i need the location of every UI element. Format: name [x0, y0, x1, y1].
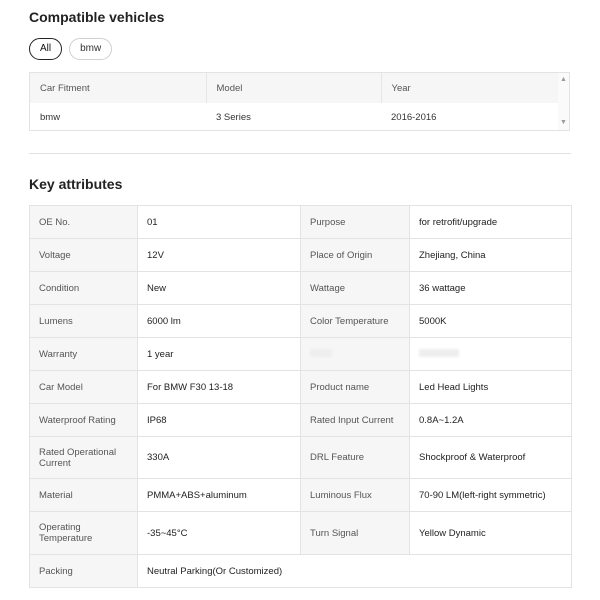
attribute-value: Zhejiang, China — [410, 239, 572, 272]
attribute-key: DRL Feature — [301, 437, 410, 479]
obscured-attribute-value — [410, 338, 572, 371]
attribute-key: Purpose — [301, 206, 410, 239]
attribute-value: PMMA+ABS+aluminum — [138, 479, 301, 512]
attribute-value: 330A — [138, 437, 301, 479]
blurred-text — [419, 349, 459, 357]
table-row — [30, 512, 572, 555]
attribute-key: Operating Temperature — [30, 512, 138, 555]
attribute-value: 01 — [138, 206, 301, 239]
attribute-value: -35~45°C — [138, 512, 301, 555]
attribute-value: Shockproof & Waterproof — [410, 437, 572, 479]
vehicle-filter-chips — [29, 38, 112, 60]
table-row — [30, 479, 572, 512]
column-header-year: Year — [381, 73, 560, 103]
attribute-key: Packing — [30, 555, 138, 588]
attribute-key: Lumens — [30, 305, 138, 338]
obscured-attribute-key — [301, 338, 410, 371]
attribute-key: Rated Input Current — [301, 404, 410, 437]
attribute-value: 70-90 LM(left-right symmetric) — [410, 479, 572, 512]
scroll-down-arrow-icon[interactable]: ▼ — [560, 119, 567, 126]
attribute-value: for retrofit/upgrade — [410, 206, 572, 239]
attribute-key: Car Model — [30, 371, 138, 404]
attribute-value: 6000 lm — [138, 305, 301, 338]
attribute-value: 36 wattage — [410, 272, 572, 305]
blurred-text — [310, 349, 332, 357]
key-attributes-title: Key attributes — [29, 176, 123, 192]
attribute-key: Condition — [30, 272, 138, 305]
chip-bmw[interactable]: bmw — [69, 38, 112, 60]
attribute-key: Warranty — [30, 338, 138, 371]
attribute-value: 5000K — [410, 305, 572, 338]
key-attributes-table — [29, 205, 572, 588]
attribute-key: Turn Signal — [301, 512, 410, 555]
table-row — [30, 206, 572, 239]
attribute-value: For BMW F30 13-18 — [138, 371, 301, 404]
table-row — [30, 338, 572, 371]
compatible-vehicles-title: Compatible vehicles — [29, 9, 165, 25]
column-header-model: Model — [206, 73, 381, 103]
attribute-value: IP68 — [138, 404, 301, 437]
attribute-key: Material — [30, 479, 138, 512]
table-row — [30, 272, 572, 305]
attribute-value: 1 year — [138, 338, 301, 371]
year-cell: 2016-2016 — [391, 111, 437, 123]
attribute-key: Voltage — [30, 239, 138, 272]
car-fitment-cell: bmw — [40, 111, 61, 123]
table-row — [30, 404, 572, 437]
model-cell: 3 Series — [216, 111, 251, 123]
attribute-key: Waterproof Rating — [30, 404, 138, 437]
table-row — [30, 555, 572, 588]
compatible-vehicles-table — [30, 73, 560, 131]
table-row — [30, 437, 572, 479]
attribute-key: Wattage — [301, 272, 410, 305]
table-row — [30, 103, 560, 131]
table-header-row — [30, 73, 560, 103]
attribute-key: Place of Origin — [301, 239, 410, 272]
attribute-value: Neutral Parking(Or Customized) — [138, 555, 572, 588]
attribute-value: Yellow Dynamic — [410, 512, 572, 555]
column-header-car-fitment: Car Fitment — [30, 73, 206, 103]
chip-all[interactable]: All — [29, 38, 62, 60]
attribute-value: 12V — [138, 239, 301, 272]
attribute-key: Product name — [301, 371, 410, 404]
attribute-key: Color Temperature — [301, 305, 410, 338]
table-row — [30, 239, 572, 272]
table-row — [30, 371, 572, 404]
table-row — [30, 305, 572, 338]
vertical-scrollbar[interactable] — [558, 73, 569, 130]
section-divider — [29, 153, 571, 154]
attribute-key: OE No. — [30, 206, 138, 239]
compatible-vehicles-table-container[interactable] — [29, 72, 570, 131]
attribute-key: Rated Operational Current — [30, 437, 138, 479]
attribute-value: New — [138, 272, 301, 305]
scroll-up-arrow-icon[interactable]: ▲ — [560, 76, 567, 83]
attribute-key: Luminous Flux — [301, 479, 410, 512]
attribute-value: Led Head Lights — [410, 371, 572, 404]
attribute-value: 0.8A~1.2A — [410, 404, 572, 437]
